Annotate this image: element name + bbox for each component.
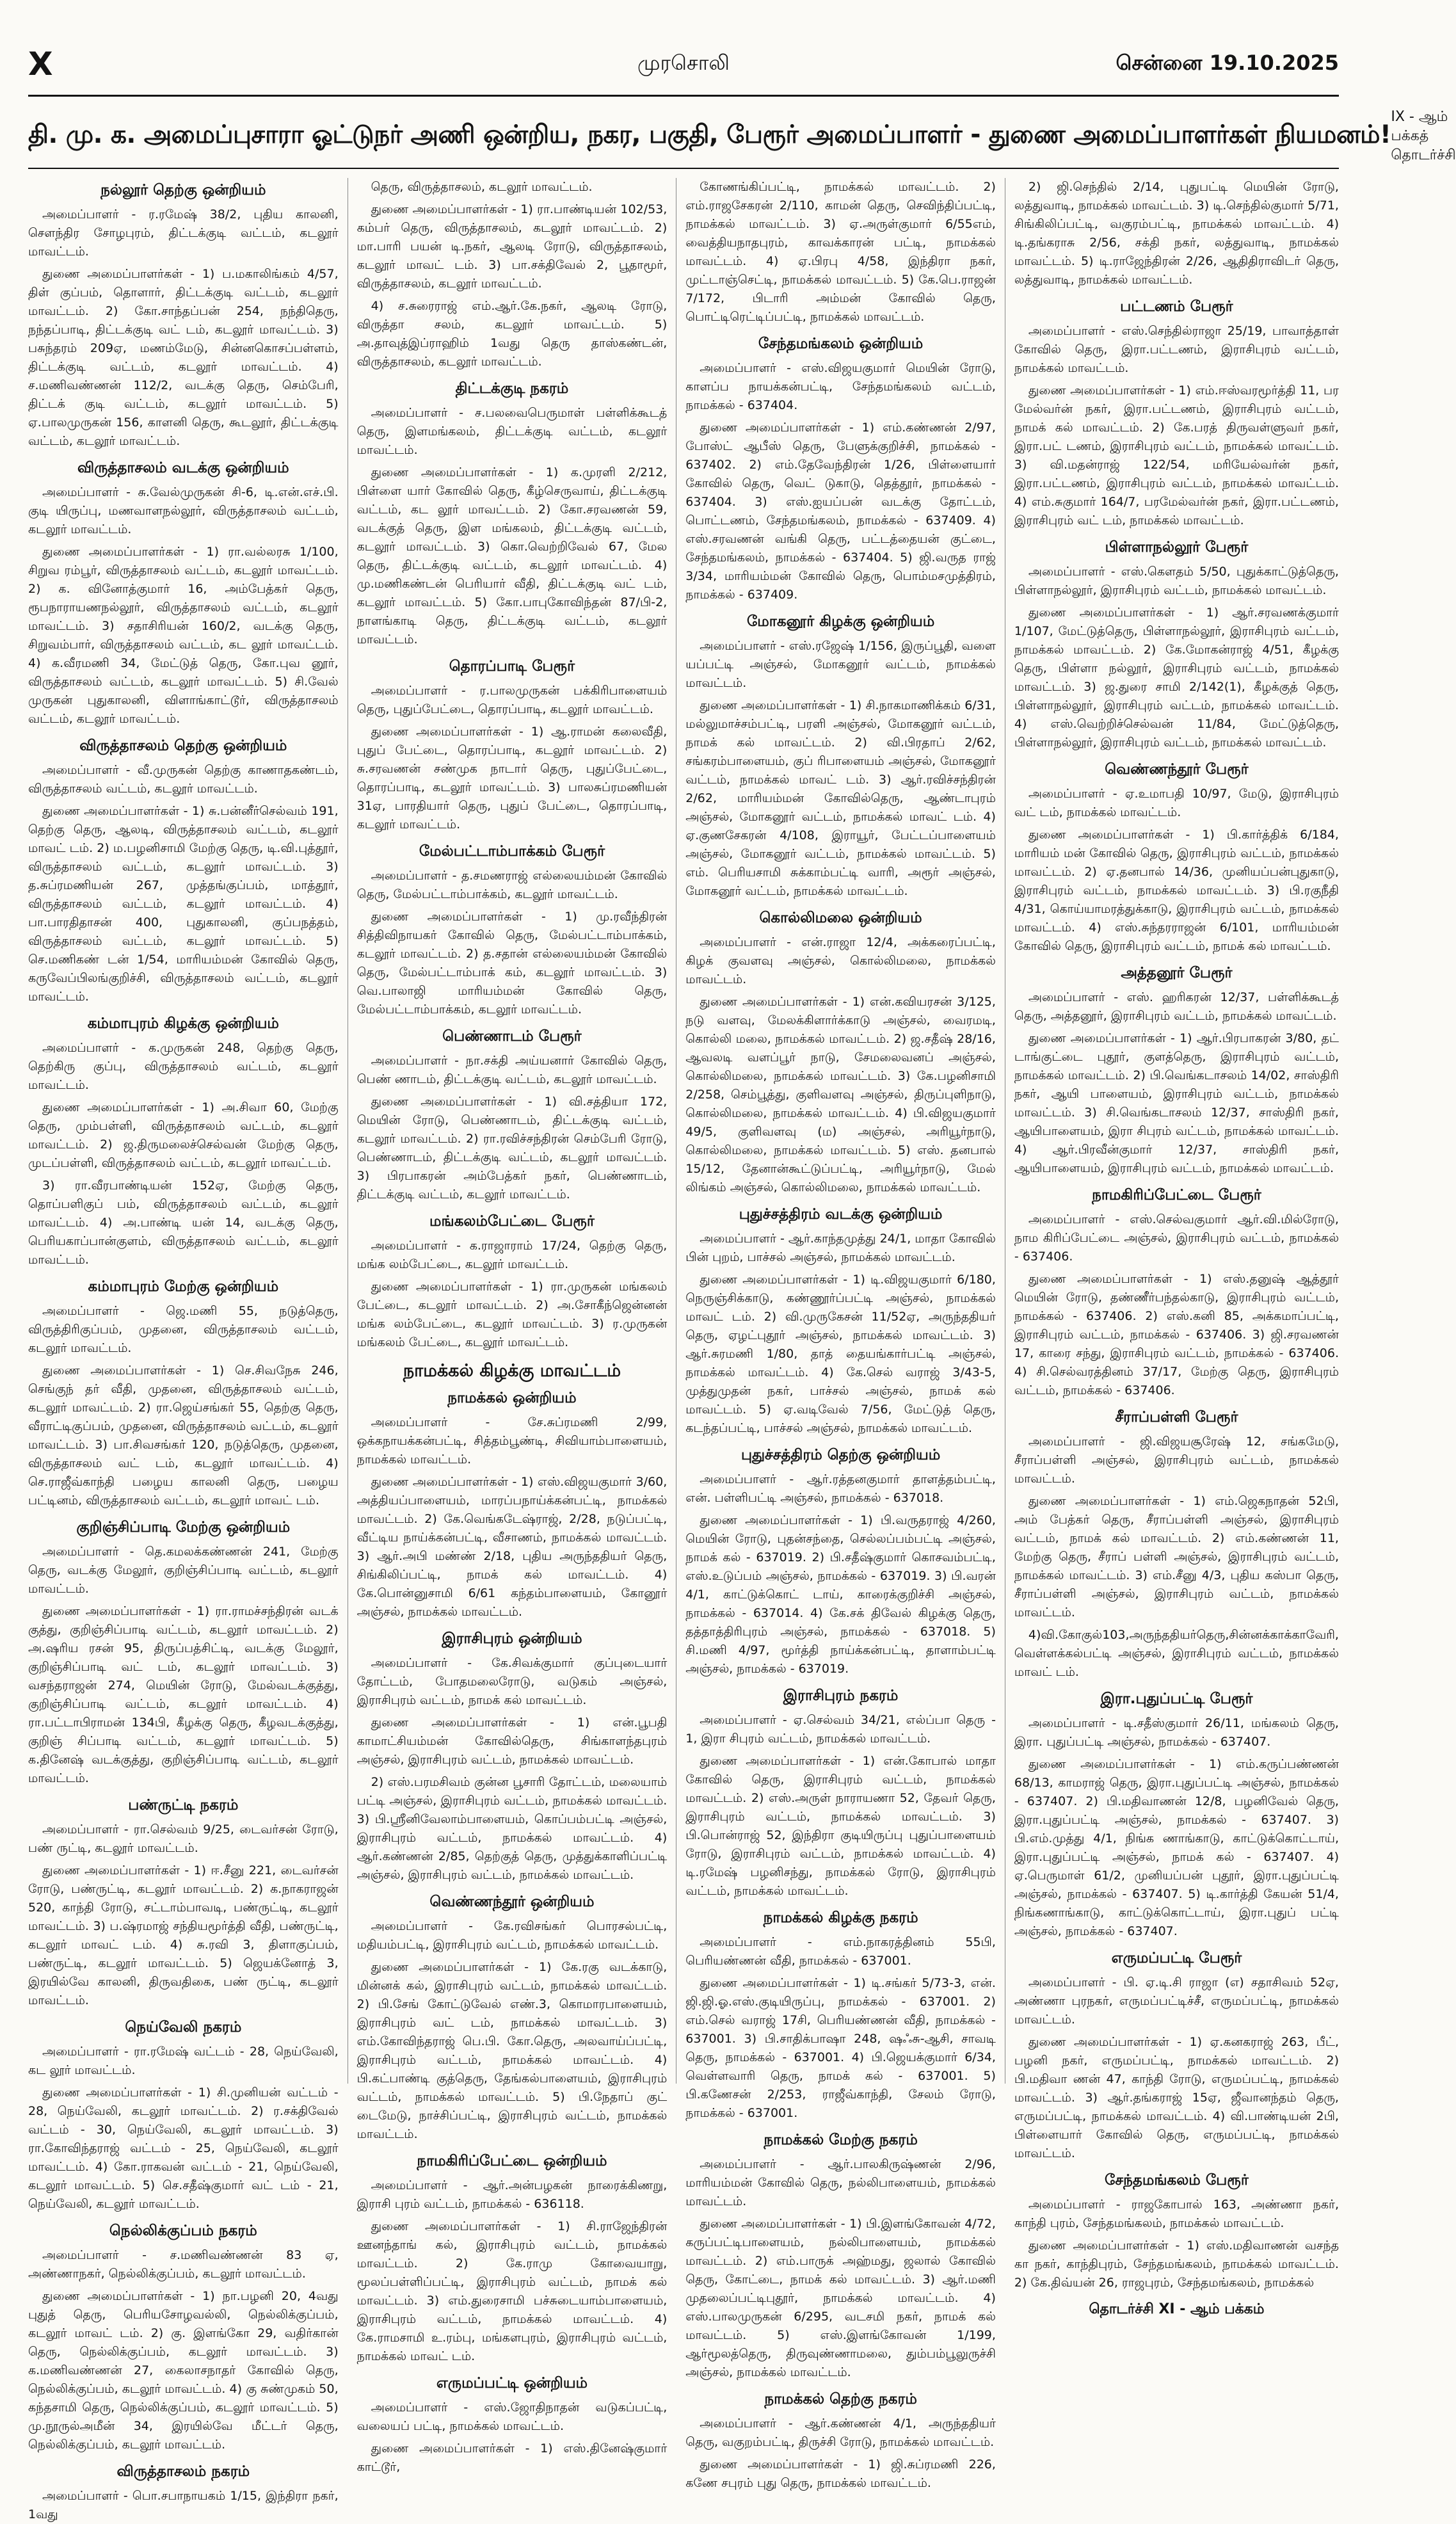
section-heading: இராசிபுரம் ஒன்றியம் — [442, 1630, 582, 1647]
district-heading: நாமக்கல் கிழக்கு மாவட்டம் — [403, 1361, 621, 1381]
appointment-section — [357, 1893, 668, 2144]
appointment-paragraph: அமைப்பாளர் - ஏ.செல்வம் 34/21, எல்ப்பா தெரு - 1, இரா சிபுரம் வட்டம், நாமக்கல் மாவட்டம். — [685, 1713, 996, 1746]
appointment-section — [28, 2019, 339, 2214]
appointment-paragraph: துணை அமைப்பாளர்கள் - 1) ஆ.ராமன் கலைவீதி, புதுப் பேட்டை, தொரப்பாடி, கடலூர் மாவட்டம். 2) சு.சரவணன் சண்முக நாடார் தெரு, புதுப்பேட்டை, தொரப்பாடி, கடலூர் மாவட்டம். 3) பாலசுப்ரமணியன் 31ஏ, பாரதியார் தெரு, புதுப் பேட்டை, தொரப்பாடி, கடலூர் மாவட்டம். — [356, 725, 668, 832]
appointment-paragraph: துணை அமைப்பாளர்கள் - 1) ரா.வல்லரசு 1/100, சிறுவ ரம்பூர், விருத்தாசலம் வட்டம், கடலூர் மாவட்டம். 2) க. வினோத்குமார் 16, அம்பேத்கர் தெரு, ரூபநாராயணநல்லூர், விருத்தாசலம் வட்டம், கடலூர் மாவட்டம். 3) சதாசிரியன் 160/2, வடக்கு தெரு, சிறுவம்பார், விருத்தாசலம் வட்டம், கட லூர் மாவட்டம். 4) க.வீரமணி 34, மேட்டுத் தெரு, கோ.புவ னூர், விருத்தாசலம் வட்டம், கடலூர் மாவட்டம். 5) சி.வேல் முருகன் புதுகாலனி, விளாங்காட்டூர், விருத்தாசலம் வட்டம், கடலூர் மாவட்டம். — [28, 545, 339, 726]
appointment-paragraph: அமைப்பாளர் - ராஜகோபால் 163, அண்ணா நகர், காந்தி புரம், சேந்தமங்கலம், நாமக்கல் மாவட்டம். — [1014, 2198, 1339, 2230]
appointment-section — [685, 1447, 996, 1678]
appointment-paragraph: துணை அமைப்பாளர்கள் - 1) அ.சிவா 60, மேற்கு தெரு, மும்பள்ளி, விருத்தாசலம் வட்டம், கடலூர் மாவட்டம். 2) ஜ.திருமலைச்செல்வன் மேற்கு தெரு, முடப்பள்ளி, விருத்தாசலம் வட்டம், கடலூர் மாவட்டம். — [28, 1100, 339, 1170]
appointment-paragraph: அமைப்பாளர் - ரா.ரமேஷ் வட்டம் - 28, நெய்வேலி, கட லூர் மாவட்டம். — [28, 2045, 339, 2077]
appointment-section — [357, 1630, 668, 1885]
section-heading: வெண்ணந்தூர் ஒன்றியம் — [429, 1893, 595, 1910]
appointment-paragraph: அமைப்பாளர் - க.ராஜாராம் 17/24, தெற்கு தெரு, மங்க லம்பேட்டை, கடலூர் மாவட்டம். — [356, 1239, 668, 1271]
appointment-paragraph: துணை அமைப்பாளர்கள் - 1) கே.ரகு வடக்காடு, மின்னக் கல், இராசிபுரம் வட்டம், நாமக்கல் மாவட்டம். 2) பி.சேங் கோட்டுவேல் எண்.3, கொமாரபாளையம், இராசிபுரம் வட் டம், நாமக்கல் மாவட்டம். 3) எம்.கோவிந்தராஜ் பெ.பி. கோ.தெரு, அலவாய்ப்பட்டி, இராசிபுரம் வட்டம், நாமக்கல் மாவட்டம். 4) பி.கட்பாண்டி குத்தெரு, தேங்கல்பாளையம், இராசிபுரம் வட்டம், நாமக்கல் மாவட்டம். 5) பி.நேதாப் குட் டைமேடு, நாச்சிப்பட்டி, இராசிபுரம் வட்டம், நாமக்கல் மாவட்டம். — [356, 1960, 668, 2141]
section-heading: திட்டக்குடி நகரம் — [455, 380, 569, 397]
appointment-paragraph: அமைப்பாளர் - எஸ்.செந்தில்ராஜா 25/19, பாவாத்தாள் கோவில் தெரு, இரா.பட்டணம், இராசிபுரம் வட்டம், நாமக்கல் மாவட்டம். — [1014, 324, 1339, 375]
appointment-paragraph: அமைப்பாளர் - க.முருகன் 248, தெற்கு தெரு, தெற்கிரு குப்பு, விருத்தாசலம் வட்டம், கடலூர் மாவட்டம். — [28, 1041, 339, 1092]
section-heading: புதுச்சத்திரம் வடக்கு ஒன்றியம் — [739, 1206, 943, 1223]
appointment-paragraph: துணை அமைப்பாளர்கள் - 1) ஆர்.பிரபாகரன் 3/80, தட் டாங்குட்டை புதூர், குளத்தெரு, இராசிபுரம் வட்டம், நாமக்கல் மாவட்டம். 2) பி.வெங்கடாசலம் 14/02, சாஸ்திரி நகர், ஆயி பாளையம், இராசிபுரம் வட்டம், நாமக்கல் மாவட்டம். 3) சி.வெங்கடாசலம் 12/37, சாஸ்திரி நகர், ஆயிபாளையம், இரா சிபுரம் வட்டம், நாமக்கல் மாவட்டம். 4) ஆர்.பிரவீன்குமார் 12/37, சாஸ்திரி நகர், ஆயிபாளையம், இராசிபுரம் வட்டம், நாமக்கல் மாவட்டம். — [1014, 1031, 1339, 1175]
appointment-section — [1014, 761, 1339, 956]
appointment-paragraph: துணை அமைப்பாளர்கள் - 1) சி.ராஜேந்திரன் ஊனந்தாங் கல், இராசிபுரம் வட்டம், நாமக்கல் மாவட்டம். 2) கே.ராமு கோவையாறு, மூலப்பள்ளிப்பட்டி, இராசிபுரம் வட்டம், நாமக் கல் மாவட்டம். 3) எம்.துரைசாமி பச்சுடையாம்பாளையம், இராசிபுரம் வட்டம், நாமக்கல் மாவட்டம். 4) கே.ராமசாமி உ.ரம்பு, மங்களபுரம், இராசிபுரம் வட்டம், நாமக்கல் மாவட் டம். — [356, 2219, 668, 2363]
section-heading: சேந்தமங்கலம் பேரூர் — [1105, 2172, 1249, 2189]
appointment-paragraph: அமைப்பாளர் - பி. ஏ.டி.சி ராஜா (எ) சதாசிவம் 52ஏ, அண்ணா புரநகர், எருமப்பட்டிச்சீ, எருமப்பட்டி, நாமக்கல் மாவட்டம். — [1014, 1975, 1339, 2027]
appointment-section — [357, 380, 668, 649]
appointment-section — [28, 1519, 339, 1788]
appointment-paragraph: அமைப்பாளர் - ஆர்.பாலகிருஷ்ணன் 2/96, மாரியம்மன் கோவில் தெரு, நல்லிபாளையம், நாமக்கல் மாவட்டம். — [685, 2157, 996, 2208]
section-heading: விருத்தாசலம் நகரம் — [116, 2463, 250, 2480]
column-4 — [1005, 178, 1339, 2317]
appointment-paragraph: அமைப்பாளர் - ச.பலவைபெருமாள் பள்ளிக்கூடத் தெரு, இளமங்கலம், திட்டக்குடி வட்டம், கடலூர் மாவட்டம். — [356, 406, 668, 457]
continuation-note: IX - ஆம் பக்கத் தொடர்ச்சி — [1391, 109, 1456, 163]
appointment-paragraph: துணை அமைப்பாளர்கள் - 1) என்.கோபால் மாதா கோவில் தெரு, இராசிபுரம் வட்டம், நாமக்கல் மாவட்டம். 2) எஸ்.அருள் நாராயணா 52, தேவர் தெரு, இராசிபுரம் வட்டம், நாமக்கல் மாவட்டம். 3) பி.பொன்ராஜ் 52, இந்திரா குடியிருப்பு புதுப்பாளையம் ரோடு, இராசிபுரம் வட்டம், நாமக்கல் மாவட்டம். 4) டி.ரமேஷ் பழனிசந்து, நாமக்கல் ரோடு, இராசிபுரம் வட்டம், நாமக்கல் மாவட்டம். — [685, 1754, 996, 1898]
masthead — [28, 37, 1339, 91]
appointment-paragraph: அமைப்பாளர் - எஸ்.ரஜேஷ் 1/156, இருப்பூதி, வளை யப்பட்டி அஞ்சல், மோகனூர் வட்டம், நாமக்கல் மாவட்டம். — [685, 639, 996, 690]
appointment-section — [28, 2463, 339, 2524]
appointment-paragraph: அமைப்பாளர் - ஆர்.ரத்தனகுமார் தாளத்தம்பட்டி, என். பள்ளிபட்டி அஞ்சல், நாமக்கல் - 637018. — [685, 1472, 996, 1505]
appointment-section — [357, 1361, 668, 1621]
appointment-paragraph: 2) ஜி.செந்தில் 2/14, புதுபட்டி மெயின் ரோடு, லத்துவாடி, நாமக்கல் மாவட்டம். 3) டி.செந்தில்குமார் 5/71, சிங்கிலிப்பட்டி, வகுரம்பட்டி, நாமக்கல் மாவட்டம். 4) டி.தங்கராசு 2/56, சக்தி நகர், லத்துவாடி, நாமக்கல் மாவட்டம். 5) டி.ராஜேந்திரன் 2/26, ஆதிதிராவிடர் தெரு, லத்துவாடி, நாமக்கல் மாவட்டம். — [1014, 180, 1339, 287]
appointment-section — [28, 1797, 339, 2010]
appointment-paragraph: அமைப்பாளர் - என்.ராஜா 12/4, அக்கரைப்பட்டி, கிழக் குவளவு அஞ்சல், கொல்லிமலை, நாமக்கல் மாவட்டம். — [685, 935, 996, 986]
appointment-paragraph: அமைப்பாளர் - சே.சுப்ரமணி 2/99, ஒக்கநாயக்கன்பட்டி, சித்தம்பூண்டி, சிவியாம்பாளையம், நாமக்கல் மாவட்டம். — [356, 1415, 668, 1467]
section-heading: நெல்லிக்குப்பம் நகரம் — [109, 2223, 257, 2239]
section-heading: கம்மாபுரம் கிழக்கு ஒன்றியம் — [87, 1015, 279, 1032]
section-heading: பண்ருட்டி நகரம் — [128, 1797, 239, 1813]
appointment-paragraph: துணை அமைப்பாளர்கள் - 1) டி.விஜயகுமார் 6/180, நெருஞ்சிக்காடு, கண்ணூர்ப்பட்டி அஞ்சல், நாமக்கல் மாவட் டம். 2) வி.முருகேசன் 11/52ஏ, அருந்ததியர் தெரு, ஏழட்புதூர் அஞ்சல், நாமக்கல் மாவட்டம். 3) ஆர்.சுரமணி 1/80, தாத் தையங்கார்பட்டி அஞ்சல், நாமக்கல் மாவட்டம். 4) கே.செல் வராஜ் 3/43-5, முத்துமுதன் நகர், பாச்சல் அஞ்சல், நாமக் கல் மாவட்டம். 5) ஏ.வடிவேல் 7/56, மேட்டுத் தெரு, கடந்தப்பட்டி, பாச்சல் அஞ்சல், நாமக்கல் மாவட்டம். — [685, 1273, 996, 1435]
appointment-section — [28, 182, 339, 451]
section-heading: பட்டணம் பேரூர் — [1120, 298, 1233, 315]
appointment-section — [28, 1278, 339, 1510]
section-heading: நெய்வேலி நகரம் — [125, 2019, 242, 2036]
section-heading: எருமப்பட்டி பேரூர் — [1111, 1950, 1242, 1966]
appointment-section — [1014, 1187, 1339, 1400]
appointment-paragraph: அமைப்பாளர் - ஜி.விஜயசூரேஷ் 12, சங்கமேடு, சீராப்பள்ளி அஞ்சல், இராசிபுரம் வட்டம், நாமக்கல் மாவட்டம். — [1014, 1435, 1339, 1486]
section-heading: சேந்தமங்கலம் ஒன்றியம் — [758, 335, 924, 352]
appointment-paragraph: 3) ரா.வீரபாண்டியன் 152ஏ, மேற்கு தெரு, தொப்பளிகுப் பம், விருத்தாசலம் வட்டம், கடலூர் மாவட்டம். 4) அ.பாண்டி யன் 14, வடக்கு தெரு, பெரியகாப்பான்குளம், விருத்தாசலம் வட்டம், கடலூர் மாவட்டம். — [28, 1178, 339, 1267]
section-heading: சீராப்பள்ளி பேரூர் — [1115, 1409, 1238, 1426]
page-number: X — [28, 45, 53, 83]
column-3 — [676, 178, 1005, 2490]
appointment-section — [1014, 1409, 1339, 1682]
appointment-paragraph: அமைப்பாளர் - ஜெ.மணி 55, நடுத்தெரு, விருத்திரிகுப்பம், முதனை, விருத்தாசலம் வட்டம், கடலூர் மாவட்டம். — [28, 1304, 339, 1355]
section-heading: தொரப்பாடி பேரூர் — [449, 658, 575, 675]
appointment-paragraph: துணை அமைப்பாளர்கள் - 1) வி.சத்தியா 172, மெயின் ரோடு, பெண்ணாடம், திட்டக்குடி வட்டம், கடலூர் மாவட்டம். 2) ரா.ரவிச்சந்திரன் செம்பேரி ரோடு, பெண்ணாடம், திட்டக்குடி வட்டம், கடலூர் மாவட்டம். 3) பிரபாகரன் அம்பேத்கர் நகர், பெண்ணாடம், திட்டக்குடி வட்டம், கடலூர் மாவட்டம். — [356, 1095, 668, 1202]
appointment-section — [357, 2375, 668, 2477]
appointment-section — [357, 178, 668, 371]
masthead-rule — [28, 95, 1339, 97]
appointment-paragraph: அமைப்பாளர் - எம்.நாகரத்தினம் 55பி, பெரியண்ணன் வீதி, நாமக்கல் - 637001. — [685, 1935, 996, 1968]
appointment-section — [1014, 539, 1339, 752]
appointment-paragraph: துணை அமைப்பாளர்கள் - 1) எஸ்.தனுஷ் ஆத்தூர் மெயின் ரோடு, தண்ணீர்பந்தல்காடு, இராசிபுரம் வட்டம், நாமக்கல் - 637406. 2) எஸ்.கனி 85, அக்கமாப்பட்டி, இராசிபுரம் வட்டம், நாமக்கல் - 637406. 3) ஜி.சரவணன் 17, காரை சந்து, இராசிபுரம் வட்டம், நாமக்கல் - 637406. 4) சி.செல்வரத்தினம் 37/17, மேற்கு தெரு, இராசிபுரம் வட்டம், நாமக்கல் - 637406. — [1014, 1272, 1339, 1397]
section-heading: நாமக்கல் ஒன்றியம் — [447, 1390, 577, 1406]
appointment-section — [357, 843, 668, 1019]
section-heading: விருத்தாசலம் தெற்கு ஒன்றியம் — [79, 737, 287, 754]
appointment-paragraph: துணை அமைப்பாளர்கள் - 1) ரா.முருகன் மங்கலம் பேட்டை, கடலூர் மாவட்டம். 2) அ.சோகீந்ஜென்னன் மங்க லம்பேட்டை, கடலூர் மாவட்டம். 3) ர.முருகன் மங்கலம் பேட்டை, கடலூர் மாவட்டம். — [356, 1280, 668, 1349]
section-heading: நாமகிரிப்பேட்டை ஒன்றியம் — [417, 2153, 607, 2169]
appointment-paragraph: துணை அமைப்பாளர்கள் - 1) எம்.கண்ணன் 2/97, போஸ்ட் ஆபீஸ் தெரு, பேளுக்குறிச்சி, நாமக்கல் - 637402. 2) எம்.தேவேந்திரன் 1/26, பிள்ளையார் கோவில் தெரு, வெட் டுகாடு, தெத்தூர், நாமக்கல் - 637404. 3) எஸ்.ஐயப்பன் வடக்கு தோட்டம், பொட்டணம், சேந்தமங்கலம், நாமக்கல் - 637409. 4) எஸ்.சரவணன் வங்கி தெரு, பட்டத்தையன் குட்டை, சேந்தமங்கலம், நாமக்கல் - 637404. 5) ஜி.வருத ராஜ் 3/34, மாரியம்மன் கோவில் தெரு, பொம்மசமுத்திரம், நாமக்கல் - 637409. — [685, 421, 996, 602]
appointment-paragraph: துணை அமைப்பாளர்கள் - 1) சு.பன்னீர்செல்வம் 191, தெற்கு தெரு, ஆலடி, விருத்தாசலம் வட்டம், கடலூர் மாவட் டம். 2) ம.பழனிசாமி மேற்கு தெரு, டி.வி.புத்தூர், விருத்தாசலம் வட்டம், கடலூர் மாவட்டம். 3) த.சுப்ரமணியன் 267, முத்தங்குப்பம், மாத்தூர், விருத்தாசலம் வட்டம், கடலூர் மாவட்டம். 4) பா.பாரதிதாசன் 400, புதுகாலனி, குப்பநத்தம், விருத்தாசலம் வட்டம், கடலூர் மாவட்டம். 5) செ.மணிகண் டன் 1/54, மாரியம்மன் கோவில் தெரு, கருவேப்பிலங்குறிச்சி, விருத்தாசலம் வட்டம், கடலூர் மாவட்டம். — [28, 804, 339, 1004]
column-1 — [28, 178, 348, 2521]
appointment-paragraph: துணை அமைப்பாளர்கள் - 1) ரா.பாண்டியன் 102/53, கம்பர் தெரு, விருத்தாசலம், கடலூர் மாவட்டம். 2) மா.பாரி பயன் டி.நகர், ஆலடி ரோடு, விருத்தாசலம், கடலூர் மாவட் டம். 3) பா.சக்திவேல் 2, பூதாமூர், விருத்தாசலம், கடலூர் மாவட்டம். — [356, 202, 668, 291]
appointment-paragraph: துணை அமைப்பாளர்கள் - 1) ப.மகாலிங்கம் 4/57, திள் குப்பம், தொளார், திட்டக்குடி வட்டம், கடலூர் மாவட்டம். 2) கோ.சாந்தப்பன் 254, நந்திதெரு, நந்தப்பாடி, திட்டக்குடி வட் டம், கடலூர் மாவட்டம். 3) பசுந்தரம் 209ஏ, மணம்மேடு, சின்னகொசப்பள்ளம், திட்டக்குடி வட்டம், கடலூர் மாவட்டம். 4) ச.மணிவண்ணன் 112/2, வடக்கு தெரு, செம்பேரி, திட்டக் குடி வட்டம், கடலூர் மாவட்டம். 5) ஏ.பாலமுருகன் 156, காளனி தெரு, கூடலூர், திட்டக்குடி வட்டம், கடலூர் மாவட்டம். — [28, 267, 339, 448]
headline-title: தி. மு. க. அமைப்புசாரா ஓட்டுநர் அணி ஒன்றிய, நகர, பகுதி, பேரூர் அமைப்பாளர் - துணை அமைப்பாளர்கள் நியமனம்! — [28, 120, 1391, 149]
appointment-paragraph: அமைப்பாளர் - எஸ்.ஜோதிநாதன் வடுகப்பட்டி, வலையப் பட்டி, நாமக்கல் மாவட்டம். — [356, 2400, 668, 2433]
appointment-paragraph: அமைப்பாளர் - எஸ். ஹரிகரன் 12/37, பள்ளிக்கூடத் தெரு, அத்தனூர், இராசிபுரம் வட்டம், நாமக்கல் மாவட்டம். — [1014, 990, 1339, 1023]
section-heading: இரா.புதுப்பட்டி பேரூர் — [1100, 1691, 1253, 1707]
article-columns — [28, 178, 1339, 2521]
appointment-section — [685, 1687, 996, 1901]
appointment-paragraph: அமைப்பாளர் - தெ.கமலக்கண்ணன் 241, மேற்கு தெரு, வடக்கு மேலூர், குறிஞ்சிப்பாடி வட்டம், கடலூர் மாவட்டம். — [28, 1545, 339, 1596]
appointment-paragraph: அமைப்பாளர் - வீ.முருகன் தெற்கு காணாதகண்டம், விருத்தாசலம் வட்டம், கடலூர் மாவட்டம். — [28, 763, 339, 796]
appointment-paragraph: துணை அமைப்பாளர்கள் - 1) என்.பூபதி காமாட்சியம்மன் கோவில்தெரு, சிங்காளந்தபுரம் அஞ்சல், இராசிபுரம் வட்டம், நாமக்கல் மாவட்டம். — [356, 1716, 668, 1767]
section-heading: கொல்லிமலை ஒன்றியம் — [759, 910, 922, 926]
appointment-paragraph: அமைப்பாளர் - ர.ரமேஷ் 38/2, புதிய காலனி, சௌந்திர சோழபுரம், திட்டக்குடி வட்டம், கடலூர் மாவட்டம். — [28, 207, 339, 259]
section-heading: புதுச்சத்திரம் தெற்கு ஒன்றியம் — [741, 1447, 941, 1463]
appointment-paragraph: துணை அமைப்பாளர்கள் - 1) க.முரளி 2/212, பிள்ளை யார் கோவில் தெரு, கீழ்செருவாய், திட்டக்குடி வட்டம், கட லூர் மாவட்டம். 2) கோ.சரவணன் 59, வடக்குத் தெரு, இள மங்கலம், திட்டக்குடி வட்டம், கடலூர் மாவட்டம். 3) கொ.வெற்றிவேல் 67, மேல தெரு, திட்டக்குடி வட்டம், கடலூர் மாவட்டம். 4) மு.மணிகண்டன் பெரியார் வீதி, திட்டக்குடி வட் டம், கடலூர் மாவட்டம். 5) கோ.பாபுகோவிந்தன் 87/பி-2, நாளங்காடி தெரு, திட்டக்குடி வட்டம், கடலூர் மாவட்டம். — [356, 465, 668, 647]
appointment-paragraph: துணை அமைப்பாளர்கள் - 1) செ.சிவநேசு 246, செங்குந் தர் வீதி, முதனை, விருத்தாசலம் வட்டம், கடலூர் மாவட்டம். 2) ரா.ஜெய்சங்கர் 55, தெற்கு தெரு, வீராட்டிகுப்பம், முதனை, விருத்தாசலம் வட்டம், கடலூர் மாவட்டம். 3) பா.சிவசங்கர் 120, நடுத்தெரு, முதனை, விருத்தாசலம் வட் டம், கடலூர் மாவட்டம். 4) செ.ராஜீவ்காந்தி பழைய காலனி தெரு, பழைய பட்டினம், விருத்தாசலம் வட்டம், கடலூர் மாவட் டம். — [28, 1363, 339, 1507]
appointment-section — [28, 1015, 339, 1269]
appointment-paragraph: துணை அமைப்பாளர்கள் - 1) ஆர்.சரவணக்குமார் 1/107, மேட்டுத்தெரு, பிள்ளாநல்லூர், இராசிபுரம் வட்டம், நாமக்கல் மாவட்டம். 2) கே.மோகன்ராஜ் 4/51, கீழக்கு தெரு, பிள்ளா நல்லூர், இராசிபுரம் வட்டம், நாமக்கல் மாவட்டம். 3) ஜ.துரை சாமி 2/142(1), கீழக்குத் தெரு, பிள்ளாநல்லூர், இராசிபுரம் வட்டம், நாமக்கல் மாவட்டம். 4) எஸ்.வெற்றிச்செல்வன் 11/84, மேட்டுத்தெரு, பிள்ளாநல்லூர், இராசிபுரம் வட்டம், நாமக்கல் மாவட்டம். — [1014, 606, 1339, 750]
appointment-paragraph: அமைப்பாளர் - சு.வேல்முருகன் சி-6, டி.என்.எச்.பி. குடி யிருப்பு, மணவாளநல்லூர், விருத்தாசலம் வட்டம், கடலூர் மாவட்டம். — [28, 485, 339, 536]
appointment-section — [28, 737, 339, 1006]
appointment-paragraph: துணை அமைப்பாளர்கள் - 1) ஏ.கனகராஜ் 263, பீட், பழனி நகர், எருமப்பட்டி, நாமக்கல் மாவட்டம். 2) பி.மதிவா ணன் 47, காந்தி ரோடு, எருமப்பட்டி, நாமக்கல் மாவட்டம். 3) ஆர்.தங்கராஜ் 15ஏ, ஜீவானந்தம் தெரு, எருமப்பட்டி, நாமக்கல் மாவட்டம். 4) வி.பாண்டியன் 2பி, பிள்ளையார் கோவில் தெரு, எருமப்பட்டி, நாமக்கல் மாவட்டம். — [1014, 2035, 1339, 2160]
appointment-paragraph: துணை அமைப்பாளர்கள் - 1) எஸ்.மதிவாணன் வசந்த கா நகர், காந்திபுரம், சேந்தமங்கலம், நாமக்கல் மாவட்டம். 2) கே.திவ்யன் 26, ராஜபுரம், சேந்தமங்கலம், நாமக்கல் — [1014, 2239, 1339, 2290]
appointment-paragraph: துணை அமைப்பாளர்கள் - 1) பி.கார்த்திக் 6/184, மாரியம் மன் கோவில் தெரு, இராசிபுரம் வட்டம், நாமக்கல் மாவட்டம். 2) ஏ.தனபால் 14/36, முனியப்பன்புதுகாடு, இராசிபுரம் வட்டம், நாமக்கல் மாவட்டம். 3) பி.ரகுநீதி 4/31, கொய்யாமரத்துக்காடு, இராசிபுரம் வட்டம், நாமக்கல் மாவட்டம். 4) எஸ்.சுந்தரராஜன் 6/101, மாரியம்மன் கோவில் தெரு, இராசிபுரம் வட்டம், நாமக் கல் மாவட்டம். — [1014, 828, 1339, 953]
section-heading: வெண்ணந்தூர் பேரூர் — [1105, 761, 1249, 778]
section-heading: விருத்தாசலம் வடக்கு ஒன்றியம் — [77, 460, 289, 476]
section-heading: மேல்பட்டாம்பாக்கம் பேரூர் — [419, 843, 605, 860]
appointment-paragraph: கோணங்கிப்பட்டி, நாமக்கல் மாவட்டம். 2) எம்.ராஜசேகரன் 2/110, காமன் தெரு, செவிந்திப்பட்டி, நாமக்கல் மாவட்டம். 3) ஏ.அருள்குமார் 6/55எம், வைத்தியநாதபுரம், காவக்காரன் பட்டி, நாமக்கல் மாவட்டம். 4) ஏ.பிரபு 4/58, இந்திரா நகர், முட்டாஞ்செட்டி, நாமக்கல் மாவட்டம். 5) கே.பெ.ராஜன் 7/172, பிடாரி அம்மன் கோவில் தெரு, பொட்டிரெட்டிப்பட்டி, நாமக்கல் மாவட்டம். — [685, 180, 996, 324]
appointment-section — [685, 1206, 996, 1438]
appointment-paragraph: துணை அமைப்பாளர்கள் - 1) எம்.கருப்பண்ணன் 68/13, காமராஜ் தெரு, இரா.புதுப்பட்டி அஞ்சல், நாமக்கல் - 637407. 2) பி.மதிவாணன் 12/8, பழனிவேல் தெரு, இரா.புதுப்பட்டி அஞ்சல், நாமக்கல் - 637407. 3) பி.எம்.முத்து 4/1, நிங்க ணாங்காடு, காட்டுக்கொட்டாய், இரா.புதுப்பட்டி அஞ்சல், நாமக் கல் - 637407. 4) ஏ.பெருமாள் 61/2, முனியப்பன் புதூர், இரா.புதுப்பட்டி அஞ்சல், நாமக்கல் - 637407. 5) டி.கார்த்தி கேயன் 51/4, நிங்கணாங்காடு, காட்டுக்கொட்டாய், இரா.புதுப் பட்டி அஞ்சல், நாமக்கல் - 637407. — [1014, 1757, 1339, 1938]
appointment-section — [357, 1213, 668, 1352]
appointment-paragraph: 4)வி.கோகுல்103,அருந்ததியர்தெரு,சின்னக்காக்காவேரி, வெள்ளக்கல்பட்டி அஞ்சல், இராசிபுரம் வட்டம், நாமக்கல் மாவட் டம். — [1014, 1628, 1339, 1679]
appointment-section — [685, 2132, 996, 2382]
appointment-paragraph: அமைப்பாளர் - ஆர்.காந்தமுத்து 24/1, மாதா கோவில் பின் புறம், பாச்சல் அஞ்சல், நாமக்கல் மாவட்டம். — [685, 1232, 996, 1264]
appointment-section — [357, 2153, 668, 2366]
appointment-section — [685, 910, 996, 1197]
appointment-paragraph: 4) ச.சுரைராஜ் எம்.ஆர்.கே.நகர், ஆலடி ரோடு, விருத்தா சலம், கடலூர் மாவட்டம். 5) அ.தாவுத்இப்ராஹிம் 1வது தெரு தாஸ்கண்டன், விருத்தாசலம், கடலூர் மாவட்டம். — [356, 299, 668, 369]
section-heading: நாமக்கல் தெற்கு நகரம் — [764, 2391, 917, 2407]
section-heading: மோகனூர் கிழக்கு ஒன்றியம் — [746, 613, 935, 630]
appointment-paragraph: அமைப்பாளர் - நா.சக்தி அய்யனார் கோவில் தெரு, பெண் ணாடம், திட்டக்குடி வட்டம், கடலூர் மாவட்டம். — [356, 1054, 668, 1086]
appointment-paragraph: அமைப்பாளர் - த.சமணராஜ் எல்லையம்மன் கோவில் தெரு, மேல்பட்டாம்பாக்கம், கடலூர் மாவட்டம். — [356, 869, 668, 901]
appointment-section — [1014, 178, 1339, 289]
appointment-paragraph: அமைப்பாளர் - எஸ்.விஜயகுமார் மெயின் ரோடு, காளப்ப நாயக்கன்பட்டி, சேந்தமங்கலம் வட்டம், நாமக்கல் - 637404. — [685, 361, 996, 412]
headline-bar — [28, 109, 1456, 164]
appointment-paragraph: அமைப்பாளர் - கே.ரவிசங்கர் பொரசல்பட்டி, மதியம்பட்டி, இராசிபுரம் வட்டம், நாமக்கல் மாவட்டம். — [356, 1919, 668, 1952]
appointment-section — [28, 2223, 339, 2454]
appointment-section — [1014, 1691, 1339, 1941]
appointment-paragraph: துணை அமைப்பாளர்கள் - 1) எம்.ஜெகநாதன் 52பி, அம் பேத்கர் தெரு, சீராப்பள்ளி அஞ்சல், இராசிபுரம் வட்டம், நாமக் கல் மாவட்டம். 2) எம்.கண்ணன் 11, மேற்கு தெரு, சீராப் பள்ளி அஞ்சல், இராசிபுரம் வட்டம், நாமக்கல் மாவட்டம். 3) எம்.சீனு 4/3, புதிய கஸ்பா தெரு, சீராப்பள்ளி அஞ்சல், இராசிபுரம் வட்டம், நாமக்கல் மாவட்டம். — [1014, 1494, 1339, 1620]
section-heading: நல்லூர் தெற்கு ஒன்றியம் — [100, 182, 266, 198]
appointment-paragraph: அமைப்பாளர் - கே.சிவக்குமார் குப்புடையார் தோட்டம், போதமலைரோடு, வடுகம் அஞ்சல், இராசிபுரம் வட்டம், நாமக் கல் மாவட்டம். — [356, 1656, 668, 1707]
appointment-paragraph: அமைப்பாளர் - டி.சதீஸ்குமார் 26/11, மங்கலம் தெரு, இரா. புதுப்பட்டி அஞ்சல், நாமக்கல் - 637407. — [1014, 1716, 1339, 1749]
appointment-paragraph: துணை அமைப்பாளர்கள் - 1) ஈ.சீனு 221, டைவர்சன் ரோடு, பண்ருட்டி, கடலூர் மாவட்டம். 2) க.நாகராஜன் 520, காந்தி ரோடு, சட்டாம்பாவடி, பண்ருட்டி, கடலூர் மாவட்டம். 3) ப.ஷ்ரமாஜ் சந்தியமூர்த்தி வீதி, பண்ருட்டி, கடலூர் மாவட் டம். 4) சு.ரவி 3, திளாகுப்பம், பண்ருட்டி, கடலூர் மாவட்டம். 5) ஜெயக்னோத் 3, இரயில்வே காலனி, திருவதிகை, பண் ருட்டி, கடலூர் மாவட்டம். — [28, 1863, 339, 2007]
appointment-paragraph: அமைப்பாளர் - பொ.சபாநாயகம் 1/15, இந்திரா நகர், 1வது — [28, 2489, 339, 2521]
appointment-section — [28, 460, 339, 728]
appointment-paragraph: அமைப்பாளர் - ஆர்.கண்ணன் 4/1, அருந்ததியர் தெரு, வகுறம்பட்டி, திருச்சி ரோடு, நாமக்கல் மாவட்டம். — [685, 2416, 996, 2449]
appointment-paragraph: துணை அமைப்பாளர்கள் - 1) ரா.ராமச்சந்திரன் வடக் குத்து, குறிஞ்சிப்பாடி வட்டம், கடலூர் மாவட்டம். 2) அ.ஷரிய ரசன் 95, திருப்பத்சிட்டி, வடக்கு மேலூர், குறிஞ்சிப்பாடி வட் டம், கடலூர் மாவட்டம். 3) வசந்தராஜன் 274, மெயின் ரோடு, மேல்வடக்குத்து, குறிஞ்சிப்பாடி வட்டம், கடலூர் மாவட்டம். 4) ரா.பட்டாபிராமன் 134பி, கீழக்கு தெரு, கீழவடக்குத்து, குறிஞ் சிப்பாடி வட்டம், கடலூர் மாவட்டம். 5) க.தினேஷ் வடக்குத்து, குறிஞ்சிப்பாடி வட்டம், கடலூர் மாவட்டம். — [28, 1604, 339, 1785]
section-heading: நாமகிரிப்பேட்டை பேரூர் — [1092, 1187, 1261, 1203]
section-heading: நாமக்கல் கிழக்கு நகரம் — [763, 1909, 918, 1926]
appointment-paragraph: அமைப்பாளர் - எஸ்.கௌதம் 5/50, புதுக்காட்டுத்தெரு, பிள்ளாநல்லூர், இராசிபுரம் வட்டம், நாமக்கல் மாவட்டம். — [1014, 565, 1339, 597]
appointment-paragraph: துணை அமைப்பாளர்கள் - 1) சி.நாகமாணிக்கம் 6/31, மல்லுமாச்சம்பட்டி, பரளி அஞ்சல், மோகனூர் வட்டம், நாமக் கல் மாவட்டம். 2) வி.பிரதாப் 2/62, சங்கரம்பாளையம், குப் ரிபாளையம் அஞ்சல், மோகனூர் வட்டம், நாமக்கல் மாவட் டம். 3) ஆர்.ரவிச்சந்திரன் 2/62, மாரியம்மன் கோவில்தெரு, ஆண்டாபுரம் அஞ்சல், மோகனூர் வட்டம், நாமக்கல் மாவட் டம். 4) ஏ.குணசேகரன் 4/108, இராயூர், பேட்டப்பாளையம் அஞ்சல், மோகனூர் வட்டம், நாமக்கல் மாவட்டம். 5) எம். பெரியசாமி சுக்காம்பட்டி வாரி, அரூர் அஞ்சல், மோகனூர் வட்டம், நாமக்கல் மாவட்டம். — [685, 698, 996, 898]
appointment-section — [685, 2391, 996, 2493]
appointment-paragraph: அமைப்பாளர் - ச.மணிவண்ணன் 83 ஏ, அண்ணாநகர், நெல்லிக்குப்பம், கடலூர் மாவட்டம். — [28, 2248, 339, 2281]
section-heading: பிள்ளாநல்லூர் பேரூர் — [1105, 539, 1249, 556]
appointment-paragraph: துணை அமைப்பாளர்கள் - 1) பி.இளங்கோவன் 4/72, கருப்பட்டிபாளையம், நல்லிபாளையம், நாமக்கல் மாவட்டம். 2) எம்.பாருக் அஹ்மது, ஜலால் கோவில் தெரு, கோட்டை, நாமக் கல் மாவட்டம். 3) ஆர்.மணி முதலைப்பட்டிபுதூர், நாமக்கல் மாவட்டம். 4) எஸ்.பாலமுருகன் 6/295, வடசமி நகர், நாமக் கல் மாவட்டம். 5) எஸ்.இளங்கோவன் 1/199, ஆர்மூலத்தெரு, திருவுண்ணாமலை, தும்பம்பூலுருச்சி அஞ்சல், நாமக்கல் மாவட்டம். — [685, 2217, 996, 2379]
appointment-paragraph: அமைப்பாளர் - ர.பாலமுருகன் பக்கிரிபாளையம் தெரு, புதுப்பேட்டை, தொரப்பாடி, கடலூர் மாவட்டம். — [356, 684, 668, 716]
appointment-paragraph: துணை அமைப்பாளர்கள் - 1) எஸ்.விஜயகுமார் 3/60, அத்தியப்பாளையம், மாரப்பநாய்க்கன்பட்டி, நாமக்கல் மாவட்டம். 2) கே.வெங்கடேஷ்ராஜ், 2/28, நடுப்பட்டி, வீட்டிய நாய்க்கன்பட்டி, வீசாணம், நாமக்கல் மாவட்டம். 3) ஆர்.அபி மண்ண் 2/18, புதிய அருந்ததியர் தெரு, சிங்கிலிப்பட்டி, நாமக் கல் மாவட்டம். 4) கே.பொன்னுசாமி 6/61 கந்தம்பாளையம், கோனூர் அஞ்சல், நாமக்கல் மாவட்டம். — [356, 1475, 668, 1619]
appointment-paragraph: துணை அமைப்பாளர்கள் - 1) என்.கவியரசன் 3/125, நடு வளவு, மேலக்கிளார்க்காடு அஞ்சல், வைரமடி, கொல்லி மலை, நாமக்கல் மாவட்டம். 2) ஜ.சதீஷ் 28/16, ஆவலடி வளப்பூர் நாடு, சேமலைவனப் அஞ்சல், கொல்லிமலை, நாமக்கல் மாவட்டம். 3) கே.பழனிசாமி 2/258, செம்பூத்து, குளிவளவு அஞ்சல், திருப்புளிநாடு, கொல்லிமலை, நாமக்கல் மாவட்டம். 4) பி.விஜயகுமார் 49/5, குளிவளவு (ம) அஞ்சல், அரியூர்நாடு, கொல்லிமலை, நாமக்கல் மாவட்டம். 5) எஸ். தனபால் 15/12, தேனான்கூட்டுப்பட்டி, அரியூர்நாடு, மேல் லிங்கம் அஞ்சல், கொல்லிமலை, நாமக்கல் மாவட்டம். — [685, 995, 996, 1194]
section-heading: எருமப்பட்டி ஒன்றியம் — [436, 2375, 588, 2391]
column-2 — [348, 178, 676, 2474]
appointment-paragraph: துணை அமைப்பாளர்கள் - 1) எம்.ஈஸ்வரமூர்த்தி 11, பர மேல்வர்ன் நகர், இரா.பட்டணம், இராசிபுரம் வட்டம், நாமக் கல் மாவட்டம். 2) கே.பரத் திருவள்ளுவர் நகர், இரா.பட் டணம், இராசிபுரம் வட்டம், நாமக்கல் மாவட்டம். 3) வி.மதன்ராஜ் 122/54, மரியேல்வர்ன் நகர், இரா.பட்டணம், இராசிபுரம் வட்டம், நாமக்கல் மாவட்டம். 4) எம்.சுகுமார் 164/7, பரமேல்வர்ன் நகர், இரா.பட்டணம், இராசிபுரம் வட் டம், நாமக்கல் மாவட்டம். — [1014, 383, 1339, 527]
appointment-paragraph: துணை அமைப்பாளர்கள் - 1) ஜி.சுப்ரமணி 226, கணே சபுரம் புது தெரு, நாமக்கல் மாவட்டம். — [685, 2457, 996, 2490]
section-heading: கம்மாபுரம் மேற்கு ஒன்றியம் — [88, 1278, 279, 1295]
appointment-section — [357, 1028, 668, 1204]
appointment-paragraph: துணை அமைப்பாளர்கள் - 1) எஸ்.தினேஷ்குமார் காட்டூர், — [356, 2441, 668, 2474]
appointment-paragraph: அமைப்பாளர் - ஆர்.அன்பழகன் நாரைக்கிணறு, இராசி புரம் வட்டம், நாமக்கல் - 636118. — [356, 2178, 668, 2211]
section-heading: பெண்ணாடம் பேரூர் — [442, 1028, 582, 1045]
section-heading: குறிஞ்சிப்பாடி மேற்கு ஒன்றியம் — [76, 1519, 291, 1536]
appointment-paragraph: தெரு, விருத்தாசலம், கடலூர் மாவட்டம். — [371, 180, 593, 194]
appointment-paragraph: துணை அமைப்பாளர்கள் - 1) டி.சங்கர் 5/73-3, என். ஜி.ஜி.ஓ.எஸ்.குடியிருப்பு, நாமக்கல் - 637001. 2) எம்.செல் வராஜ் 17சி, பெரியண்ணன் வீதி, நாமக்கல் - 637001. 3) பி.சாதிக்பாஷா 248, ஷஃசு-ஆசி, சாவடி தெரு, நாமக்கல் - 637001. 4) பி.ஜெயக்குமார் 6/34, வெள்ளவாரி தெரு, நாமக் கல் - 637001. 5) பி.கணேசன் 2/253, ராஜீவ்காந்தி, சேலம் ரோடு, நாமக்கல் - 637001. — [685, 1976, 996, 2120]
appointment-paragraph: துணை அமைப்பாளர்கள் - 1) சி.முனியன் வட்டம் - 28, நெய்வேலி, கடலூர் மாவட்டம். 2) ர.சக்திவேல் வட்டம் - 30, நெய்வேலி, கடலூர் மாவட்டம். 3) ரா.கோவிந்தராஜ் வட்டம் - 25, நெய்வேலி, கடலூர் மாவட்டம். 4) கோ.ராகவன் வட்டம் - 21, நெய்வேலி, கடலூர் மாவட்டம். 5) செ.சதீஷ்குமார் வட் டம் - 21, நெய்வேலி, கடலூர் மாவட்டம். — [28, 2086, 339, 2211]
continued-on-note: தொடர்ச்சி XI - ஆம் பக்கம் — [1089, 2301, 1265, 2317]
appointment-section — [685, 613, 996, 901]
appointment-section — [1014, 2172, 1339, 2292]
appointment-section — [1014, 965, 1339, 1178]
appointment-section — [685, 178, 996, 326]
appointment-paragraph: அமைப்பாளர் - எஸ்.செல்வகுமார் ஆர்.வி.மில்ரோடு, நாம கிரிப்பேட்டை அஞ்சல், இராசிபுரம் வட்டம், நாமக்கல் - 637406. — [1014, 1212, 1339, 1264]
appointment-paragraph: துணை அமைப்பாளர்கள் - 1) நா.பழனி 20, 4வது புதுத் தெரு, பெரியசோழவல்லி, நெல்லிக்குப்பம், கடலூர் மாவட் டம். 2) கு. இளங்கோ 29, வதிர்கான் தெரு, நெல்லிக்குப்பம், கடலூர் மாவட்டம். 3) க.மணிவண்ணன் 27, கைலாசநாதர் கோவில் தெரு, நெல்லிக்குப்பம், கடலூர் மாவட்டம். 4) கு சுண்முகம் 50, கந்தசாமி தெரு, நெல்லிக்குப்பம், கடலூர் மாவட்டம். 5) மு.நூருல்அமீன் 34, இரயில்வே மீட்டர் தெரு, நெல்லிக்குப்பம், கடலூர் மாவட்டம். — [28, 2289, 339, 2452]
appointment-paragraph: துணை அமைப்பாளர்கள் - 1) பி.வருதராஜ் 4/260, மெயின் ரோடு, புதன்சந்தை, செல்லப்பம்பட்டி அஞ்சல், நாமக் கல் - 637019. 2) பி.சதீஷ்குமார் கொசவம்பட்டி, எஸ்.உடுப்பம் அஞ்சல், நாமக்கல் - 637019. 3) பி.வரன் 4/1, காட்டுக்கொட் டாய், காரைக்குறிச்சி அஞ்சல், நாமக்கல் - 637014. 4) கே.சக் திவேல் கிழக்கு தெரு, தத்தாத்திரிபுரம் அஞ்சல், நாமக்கல் - 637018. 5) சி.மணி 4/97, மூர்த்தி நாய்க்கன்பட்டி, தாளாம்பட்டி அஞ்சல், நாமக்கல் - 637019. — [685, 1513, 996, 1676]
appointment-section — [685, 1909, 996, 2123]
newspaper-name: முரசொலி — [637, 51, 730, 75]
section-heading: இராசிபுரம் நகரம் — [783, 1687, 899, 1704]
dateline: சென்னை 19.10.2025 — [1116, 51, 1339, 75]
appointment-section — [357, 658, 668, 834]
appointment-section — [685, 335, 996, 604]
section-heading: மங்கலம்பேட்டை பேரூர் — [429, 1213, 595, 1230]
appointment-paragraph: 2) எஸ்.பரமசிவம் குன்ன பூசாரி தோட்டம், மலையாம் பட்டி அஞ்சல், இராசிபுரம் வட்டம், நாமக்கல் மாவட்டம். 3) பி.ஸ்ரீனிவேலாம்பாளையம், கொப்பம்பட்டி அஞ்சல், இராசிபுரம் வட்டம், நாமக்கல் மாவட்டம். 4) ஆர்.கண்ணன் 2/85, தெற்குத் தெரு, முத்துக்காளிப்பட்டி அஞ்சல், இராசிபுரம் வட்டம், நாமக்கல் மாவட்டம். — [356, 1775, 668, 1882]
appointment-paragraph: துணை அமைப்பாளர்கள் - 1) மு.ரவீந்திரன் சித்திவிநாயகர் கோவில் தெரு, மேல்பட்டாம்பாக்கம், கடலூர் மாவட்டம். 2) த.சதான் எல்லையம்மன் கோவில் தெரு, மேல்பட்டாம்பாக் கம், கடலூர் மாவட்டம். 3) வெ.பாலாஜி மாரியம்மன் கோவில் தெரு, மேல்பட்டாம்பாக்கம், கடலூர் மாவட்டம். — [356, 910, 668, 1017]
headline-rule — [28, 168, 1339, 169]
appointment-section — [1014, 298, 1339, 530]
appointment-paragraph: அமைப்பாளர் - ஏ.உமாபதி 10/97, மேடு, இராசிபுரம் வட் டம், நாமக்கல் மாவட்டம். — [1014, 787, 1339, 819]
section-heading: நாமக்கல் மேற்கு நகரம் — [764, 2132, 918, 2148]
appointment-paragraph: அமைப்பாளர் - ரா.செல்வம் 9/25, டைவர்சன் ரோடு, பண் ருட்டி, கடலூர் மாவட்டம். — [28, 1822, 339, 1855]
section-heading: அத்தனூர் பேரூர் — [1121, 965, 1233, 981]
appointment-section — [1014, 1950, 1339, 2163]
